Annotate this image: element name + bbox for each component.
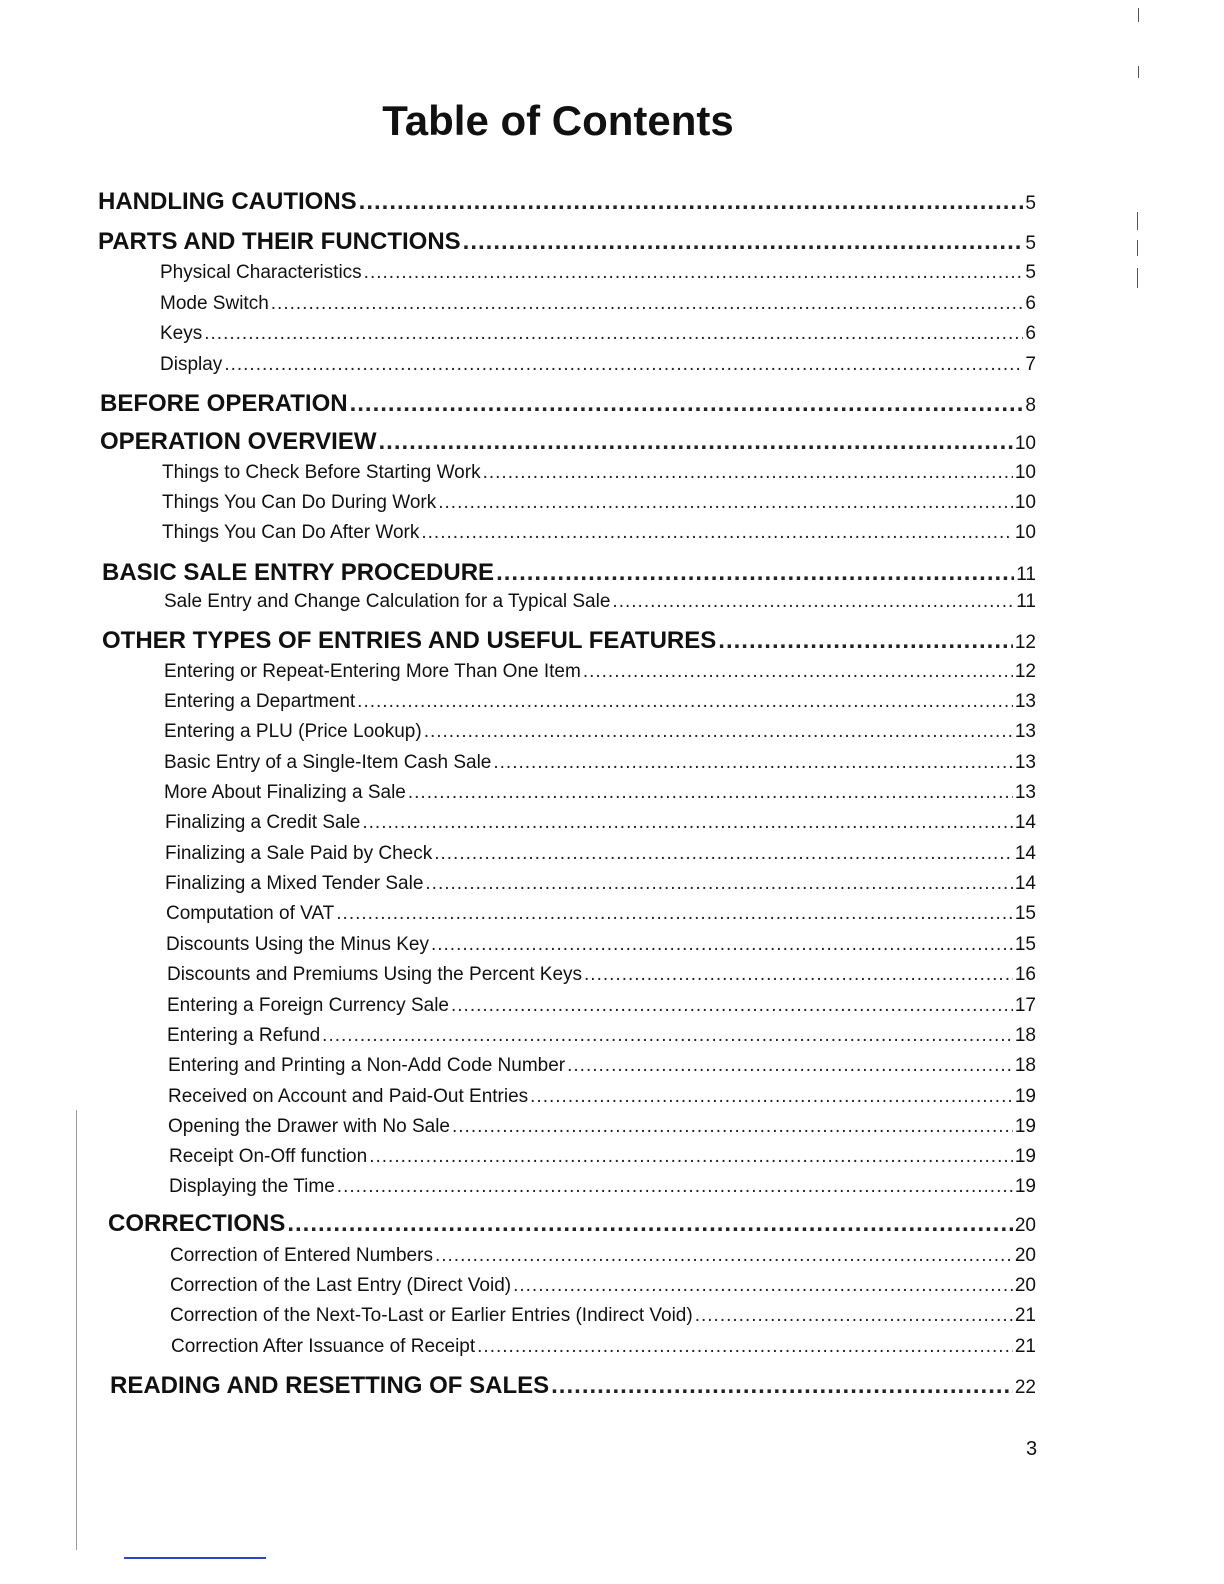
dot-leader — [434, 843, 1013, 865]
toc-entry-label: Correction of the Last Entry (Direct Void) — [170, 1275, 512, 1296]
toc-entry-page-number: 20 — [1014, 1215, 1036, 1236]
toc-entry-label: Finalizing a Credit Sale — [165, 812, 361, 833]
toc-entry-page-number: 13 — [1014, 691, 1036, 712]
toc-entry — [164, 782, 1036, 804]
dot-leader — [496, 559, 1014, 587]
toc-entry-label: Physical Characteristics — [160, 262, 362, 283]
toc-entry-page-number: 10 — [1014, 462, 1036, 483]
dot-leader — [362, 812, 1012, 834]
toc-entry-label: PARTS AND THEIR FUNCTIONS — [98, 228, 461, 255]
toc-entry-label: Entering or Repeat-Entering More Than One Item — [164, 661, 581, 682]
toc-entry — [167, 995, 1036, 1017]
toc-entry-page-number: 13 — [1014, 721, 1036, 742]
toc-section-heading — [98, 228, 1036, 256]
toc-entry-label: Finalizing a Sale Paid by Check — [165, 843, 433, 864]
dot-leader — [530, 1086, 1013, 1108]
dot-leader — [287, 1210, 1013, 1238]
toc-entry — [160, 323, 1036, 345]
dot-leader — [350, 390, 1024, 418]
toc-entry-page-number: 10 — [1014, 492, 1036, 513]
toc-entry — [170, 1305, 1036, 1327]
toc-entry-page-number: 6 — [1025, 293, 1036, 314]
page-title: Table of Contents — [382, 97, 734, 144]
dot-leader — [425, 873, 1012, 895]
toc-entry-label: BEFORE OPERATION — [100, 390, 348, 417]
toc-entry — [164, 752, 1036, 774]
toc-entry-label: More About Finalizing a Sale — [164, 782, 406, 803]
dot-leader — [357, 691, 1013, 713]
toc-entry-label: Received on Account and Paid-Out Entries — [168, 1086, 529, 1107]
dot-leader — [364, 262, 1024, 284]
dot-leader — [271, 293, 1024, 315]
toc-entry-page-number: 7 — [1025, 354, 1036, 375]
toc-entry — [170, 1275, 1036, 1297]
dot-leader — [718, 627, 1013, 655]
toc-entry-page-number: 20 — [1014, 1275, 1036, 1296]
toc-entry — [164, 721, 1036, 743]
toc-entry-label: Things to Check Before Starting Work — [162, 462, 481, 483]
dot-leader — [369, 1146, 1013, 1168]
toc-entry-page-number: 14 — [1014, 812, 1036, 833]
toc-entry — [169, 1146, 1036, 1168]
toc-entry-label: HANDLING CAUTIONS — [98, 188, 357, 215]
toc-entry-label: Discounts and Premiums Using the Percent Keys — [167, 964, 583, 985]
dot-leader — [583, 661, 1013, 683]
toc-entry-label: Correction After Issuance of Receipt — [171, 1336, 476, 1357]
dot-leader — [424, 721, 1013, 743]
toc-entry — [164, 591, 1036, 613]
toc-entry-label: Computation of VAT — [166, 903, 335, 924]
dot-leader — [224, 354, 1023, 376]
toc-section-heading — [108, 1210, 1036, 1238]
toc-entry-label: Entering a Department — [164, 691, 356, 712]
toc-entry — [169, 1176, 1036, 1198]
toc-entry-label: READING AND RESETTING OF SALES — [110, 1372, 550, 1399]
dot-leader — [695, 1305, 1013, 1327]
toc-entry-page-number: 18 — [1014, 1055, 1036, 1076]
toc-section-heading — [102, 559, 1036, 587]
dot-leader — [204, 323, 1023, 345]
toc-entry — [162, 492, 1036, 514]
dot-leader — [612, 591, 1014, 613]
dot-leader — [337, 1176, 1013, 1198]
dot-leader — [452, 1116, 1013, 1138]
toc-entry-page-number: 15 — [1014, 934, 1036, 955]
toc-entry-label: Keys — [160, 323, 203, 344]
toc-entry — [171, 1336, 1036, 1358]
toc-entry-page-number: 21 — [1014, 1336, 1036, 1357]
dot-leader — [322, 1025, 1013, 1047]
dot-leader — [567, 1055, 1013, 1077]
toc-entry — [165, 873, 1036, 895]
toc-entry — [160, 293, 1036, 315]
toc-entry-page-number: 12 — [1014, 632, 1036, 653]
toc-entry-page-number: 18 — [1014, 1025, 1036, 1046]
dot-leader — [336, 903, 1013, 925]
toc-entry — [168, 1116, 1036, 1138]
toc-entry — [168, 1086, 1036, 1108]
toc-entry-page-number: 19 — [1014, 1116, 1036, 1137]
toc-section-heading — [100, 428, 1036, 456]
toc-entry — [167, 1025, 1036, 1047]
dot-leader — [493, 752, 1012, 774]
toc-entry-page-number: 11 — [1016, 591, 1036, 612]
toc-entry-label: Opening the Drawer with No Sale — [168, 1116, 450, 1137]
toc-entry-page-number: 10 — [1014, 433, 1036, 454]
dot-leader — [463, 228, 1024, 256]
toc-entry-page-number: 13 — [1014, 782, 1036, 803]
toc-entry — [165, 812, 1036, 834]
toc-entry-label: Receipt On-Off function — [169, 1146, 368, 1167]
toc-entry-label: BASIC SALE ENTRY PROCEDURE — [102, 559, 495, 586]
toc-entry — [164, 691, 1036, 713]
toc-entry-page-number: 12 — [1014, 661, 1036, 682]
toc-entry-page-number: 17 — [1014, 995, 1036, 1016]
toc-entry — [160, 354, 1036, 376]
toc-entry-page-number: 14 — [1014, 843, 1036, 864]
toc-section-heading — [98, 188, 1036, 216]
toc-entry — [170, 1245, 1036, 1267]
toc-entry-label: Entering a PLU (Price Lookup) — [164, 721, 422, 742]
scan-edge-marks — [1134, 0, 1144, 400]
toc-entry-page-number: 19 — [1014, 1086, 1036, 1107]
toc-entry — [162, 522, 1036, 544]
toc-entry-page-number: 6 — [1025, 323, 1036, 344]
toc-entry-page-number: 15 — [1014, 903, 1036, 924]
toc-entry-label: Sale Entry and Change Calculation for a Typical Sale — [164, 591, 611, 612]
toc-entry-page-number: 22 — [1014, 1377, 1036, 1398]
dot-leader — [431, 934, 1013, 956]
dot-leader — [513, 1275, 1013, 1297]
toc-entry — [168, 1055, 1036, 1077]
toc-entry — [160, 262, 1036, 284]
toc-entry-label: Discounts Using the Minus Key — [166, 934, 429, 955]
toc-entry — [166, 903, 1036, 925]
dot-leader — [483, 462, 1013, 484]
toc-entry-label: Things You Can Do During Work — [162, 492, 437, 513]
page-number: 3 — [1026, 1438, 1038, 1460]
toc-entry-label: Entering a Foreign Currency Sale — [167, 995, 449, 1016]
toc-entry-page-number: 8 — [1025, 395, 1036, 416]
toc-entry-page-number: 10 — [1014, 522, 1036, 543]
dot-leader — [551, 1372, 1013, 1400]
toc-entry-label: OPERATION OVERVIEW — [100, 428, 377, 455]
toc-entry — [167, 964, 1036, 986]
toc-entry-label: Entering a Refund — [167, 1025, 321, 1046]
toc-entry-label: Things You Can Do After Work — [162, 522, 420, 543]
toc-entry-label: Display — [160, 354, 223, 375]
toc-entry-label: Mode Switch — [160, 293, 269, 314]
toc-entry-page-number: 19 — [1014, 1176, 1036, 1197]
toc-entry-label: Entering and Printing a Non-Add Code Number — [168, 1055, 566, 1076]
toc-entry-page-number: 21 — [1014, 1305, 1036, 1326]
toc-entry-label: Basic Entry of a Single-Item Cash Sale — [164, 752, 492, 773]
toc-entry-page-number: 5 — [1025, 233, 1036, 254]
toc-entry-page-number: 16 — [1014, 964, 1036, 985]
toc-entry-label: OTHER TYPES OF ENTRIES AND USEFUL FEATURES — [102, 627, 717, 654]
dot-leader — [378, 428, 1012, 456]
toc-entry-page-number: 5 — [1025, 193, 1036, 214]
dot-leader — [438, 492, 1013, 514]
toc-entry-label: CORRECTIONS — [108, 1210, 286, 1237]
dot-leader — [359, 188, 1024, 216]
dot-leader — [477, 1336, 1013, 1358]
toc-section-heading — [100, 390, 1036, 418]
toc-section-heading — [102, 627, 1036, 655]
toc-entry-page-number: 11 — [1016, 564, 1036, 585]
scan-bottom-line — [124, 1557, 266, 1559]
toc-section-heading — [110, 1372, 1036, 1400]
toc-entry — [162, 462, 1036, 484]
toc-entry-label: Displaying the Time — [169, 1176, 335, 1197]
toc-entry-page-number: 5 — [1025, 262, 1036, 283]
toc-entry — [164, 661, 1036, 683]
toc-entry-label: Correction of Entered Numbers — [170, 1245, 433, 1266]
dot-leader — [435, 1245, 1013, 1267]
dot-leader — [408, 782, 1013, 804]
toc-entry-page-number: 13 — [1014, 752, 1036, 773]
dot-leader — [584, 964, 1013, 986]
dot-leader — [421, 522, 1013, 544]
toc-entry-page-number: 19 — [1014, 1146, 1036, 1167]
scan-margin-line — [76, 1110, 77, 1550]
toc-entry-label: Finalizing a Mixed Tender Sale — [165, 873, 424, 894]
dot-leader — [451, 995, 1013, 1017]
toc-entry — [165, 843, 1036, 865]
toc-entry — [166, 934, 1036, 956]
toc-entry-label: Correction of the Next-To-Last or Earlier Entries (Indirect Void) — [170, 1305, 693, 1326]
toc-entry-page-number: 14 — [1014, 873, 1036, 894]
toc-entry-page-number: 20 — [1014, 1245, 1036, 1266]
